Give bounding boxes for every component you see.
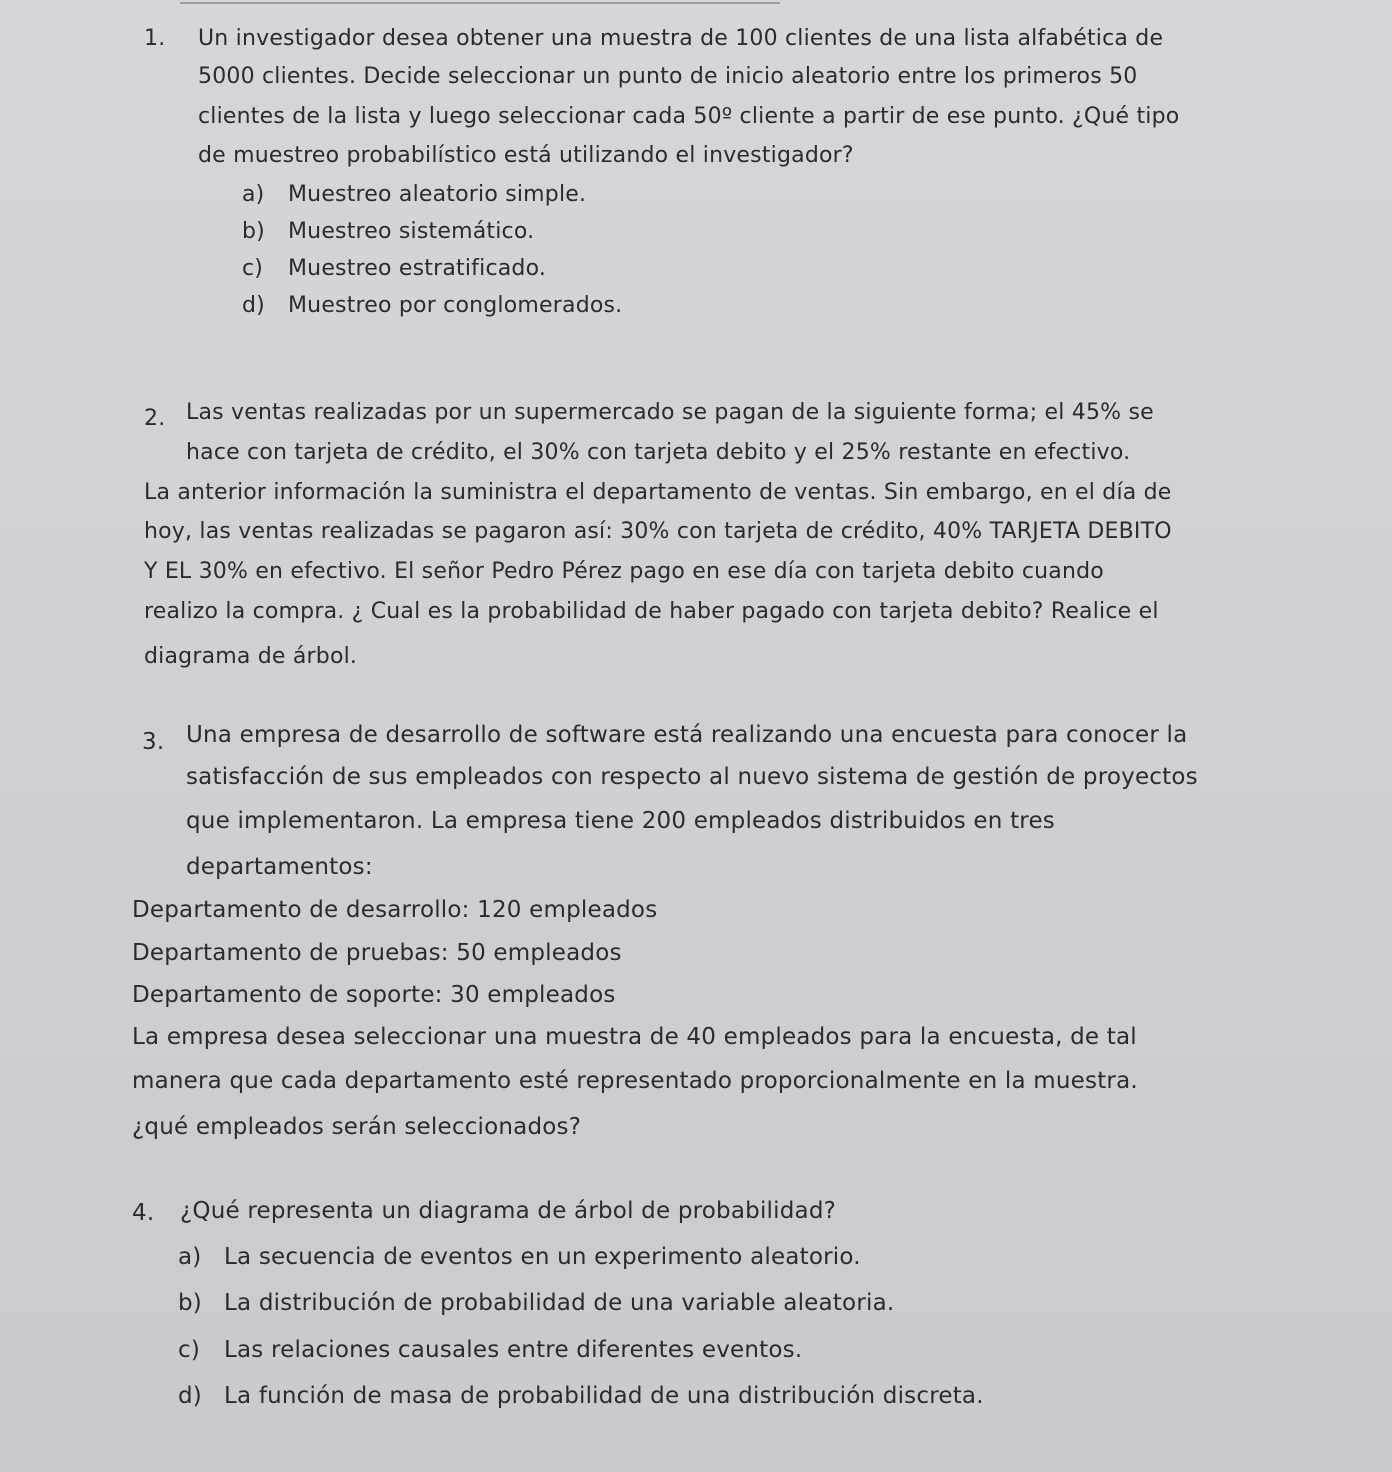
q2-line-1: Las ventas realizadas por un supermercado se pagan de la siguiente forma; el 45% se — [186, 400, 1154, 425]
q3-line-3: que implementaron. La empresa tiene 200 empleados distribuidos en tres — [186, 808, 1055, 834]
q3-dept-soporte: Departamento de soporte: 30 empleados — [132, 982, 616, 1008]
q3-number: 3. — [142, 729, 165, 755]
option-letter: c) — [178, 1337, 201, 1363]
q4-option-b — [178, 1288, 894, 1318]
option-letter: b) — [178, 1290, 202, 1316]
top-divider — [180, 2, 780, 4]
option-text: La función de masa de probabilidad de una distribución discreta. — [224, 1383, 984, 1409]
q1-line-2: 5000 clientes. Decide seleccionar un punto de inicio aleatorio entre los primeros 50 — [198, 64, 1138, 89]
q1-line-4: de muestreo probabilístico está utilizando el investigador? — [198, 143, 854, 168]
q1-line-1: Un investigador desea obtener una muestra de 100 clientes de una lista alfabética de — [198, 26, 1164, 51]
option-letter: a) — [242, 182, 265, 207]
q3-line-8: La empresa desea seleccionar una muestra de 40 empleados para la encuesta, de tal — [132, 1024, 1137, 1050]
q4-question: ¿Qué representa un diagrama de árbol de probabilidad? — [180, 1198, 837, 1224]
option-text: Muestreo aleatorio simple. — [288, 182, 587, 207]
q4-option-a — [178, 1242, 861, 1272]
q1-option-a — [242, 180, 586, 210]
q2-line-5: Y EL 30% en efectivo. El señor Pedro Pérez pago en ese día con tarjeta debito cuando — [144, 559, 1104, 584]
q3-dept-desarrollo: Departamento de desarrollo: 120 empleados — [132, 897, 658, 923]
option-letter: c) — [242, 256, 264, 281]
q3-line-1: Una empresa de desarrollo de software está realizando una encuesta para conocer la — [186, 722, 1188, 748]
q1-option-c — [242, 254, 546, 284]
option-text: Muestreo por conglomerados. — [288, 293, 623, 318]
q1-line-3: clientes de la lista y luego seleccionar cada 50º cliente a partir de ese punto. ¿Qué tipo — [198, 104, 1180, 129]
q4-option-d — [178, 1381, 984, 1411]
option-letter: d) — [242, 293, 265, 318]
option-text: Las relaciones causales entre diferentes eventos. — [224, 1337, 803, 1363]
option-text: La secuencia de eventos en un experimento aleatorio. — [224, 1244, 861, 1270]
q1-option-b — [242, 217, 534, 247]
q3-line-10: ¿qué empleados serán seleccionados? — [132, 1114, 582, 1140]
q4-number: 4. — [132, 1200, 155, 1226]
q2-number: 2. — [144, 406, 166, 431]
option-text: La distribución de probabilidad de una variable aleatoria. — [224, 1290, 895, 1316]
q1-number: 1. — [144, 26, 166, 51]
q2-line-3: La anterior información la suministra el departamento de ventas. Sin embargo, en el día de — [144, 480, 1172, 505]
option-letter: d) — [178, 1383, 202, 1409]
q2-line-7: diagrama de árbol. — [144, 644, 358, 669]
q1-option-d — [242, 291, 622, 321]
q2-line-6: realizo la compra. ¿ Cual es la probabilidad de haber pagado con tarjeta debito? Realice el — [144, 599, 1159, 624]
q4-option-c — [178, 1335, 802, 1365]
q3-line-9: manera que cada departamento esté representado proporcionalmente en la muestra. — [132, 1068, 1138, 1094]
q3-dept-pruebas: Departamento de pruebas: 50 empleados — [132, 940, 622, 966]
option-letter: b) — [242, 219, 265, 244]
option-text: Muestreo sistemático. — [288, 219, 535, 244]
q2-line-4: hoy, las ventas realizadas se pagaron así: 30% con tarjeta de crédito, 40% TARJETA DEBITO — [144, 519, 1172, 544]
q2-line-2: hace con tarjeta de crédito, el 30% con tarjeta debito y el 25% restante en efectivo. — [186, 440, 1131, 465]
option-letter: a) — [178, 1244, 202, 1270]
q3-line-2: satisfacción de sus empleados con respecto al nuevo sistema de gestión de proyectos — [186, 764, 1198, 790]
option-text: Muestreo estratificado. — [288, 256, 547, 281]
q3-line-4: departamentos: — [186, 854, 373, 880]
